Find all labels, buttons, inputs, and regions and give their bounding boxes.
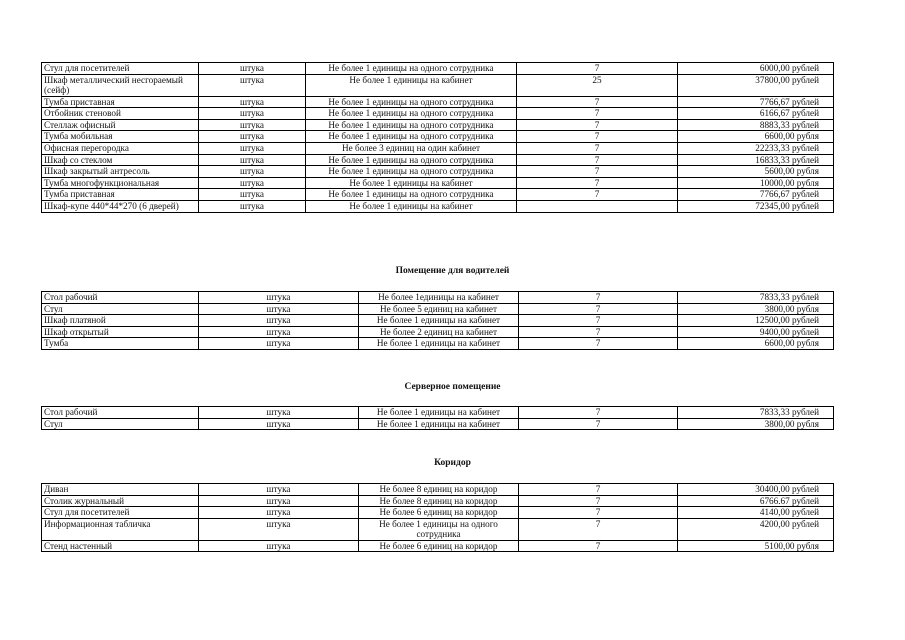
price: 5100,00 рубля — [678, 540, 834, 552]
norm: Не более 1 единицы на кабинет — [306, 177, 517, 189]
price: 22233,33 рублей — [678, 143, 834, 155]
unit: штука — [199, 177, 306, 189]
item-name: Стенд настенный — [42, 540, 199, 552]
norm: Не более 1 единицы на одного сотрудника — [359, 518, 519, 540]
table-row — [42, 484, 834, 496]
table-row — [42, 315, 834, 327]
norm: Не более 1 единицы на одного сотрудника — [306, 63, 517, 75]
service-life: 7 — [519, 292, 678, 304]
table-body — [42, 484, 834, 552]
table-row — [42, 326, 834, 338]
table-row — [42, 177, 834, 189]
unit: штука — [199, 200, 306, 212]
table-body — [42, 292, 834, 350]
item-name: Тумба — [42, 338, 199, 350]
table-row — [42, 166, 834, 178]
norm: Не более 6 единиц на коридор — [359, 507, 519, 519]
furniture-table-main — [41, 62, 834, 213]
price: 72345,00 рублей — [678, 200, 834, 212]
unit: штука — [199, 154, 306, 166]
service-life: 7 — [517, 63, 678, 75]
unit: штука — [199, 292, 359, 304]
service-life: 7 — [519, 518, 678, 540]
unit: штука — [199, 418, 359, 430]
price: 6000,00 рублей — [678, 63, 834, 75]
item-name: Диван — [42, 484, 199, 496]
price: 7833,33 рублей — [678, 292, 834, 304]
table-row — [42, 407, 834, 419]
unit: штука — [199, 407, 359, 419]
norm: Не более 1 единицы на кабинет — [359, 338, 519, 350]
item-name: Стул — [42, 303, 199, 315]
service-life: 7 — [519, 303, 678, 315]
item-name: Тумба приставная — [42, 189, 199, 201]
item-name: Стул для посетителей — [42, 63, 199, 75]
norm: Не более 1 единицы на кабинет — [306, 200, 517, 212]
unit: штука — [199, 518, 359, 540]
item-name: Шкаф закрытый антресоль — [42, 166, 199, 178]
table-row — [42, 200, 834, 212]
price: 6600,00 рубля — [678, 131, 834, 143]
norm: Не более 1единицы на кабинет — [359, 292, 519, 304]
unit: штука — [199, 166, 306, 178]
price: 5600,00 рубля — [678, 166, 834, 178]
price: 6166,67 рублей — [678, 108, 834, 120]
price: 30400,00 рублей — [678, 484, 834, 496]
item-name: Стул для посетителей — [42, 507, 199, 519]
unit: штука — [199, 507, 359, 519]
price: 3800,00 рубля — [678, 303, 834, 315]
service-life: 7 — [519, 407, 678, 419]
norm: Не более 6 единиц на коридор — [359, 540, 519, 552]
table-row — [42, 96, 834, 108]
table-row — [42, 303, 834, 315]
service-life: 7 — [517, 119, 678, 131]
unit: штука — [199, 484, 359, 496]
service-life: 7 — [519, 540, 678, 552]
price: 9400,00 рублей — [678, 326, 834, 338]
norm: Не более 1 единицы на кабинет — [359, 315, 519, 327]
item-name: Стул — [42, 418, 199, 430]
price: 10000,00 рубля — [678, 177, 834, 189]
item-name: Стол рабочий — [42, 407, 199, 419]
norm: Не более 5 единиц на кабинет — [359, 303, 519, 315]
unit: штука — [199, 303, 359, 315]
service-life: 7 — [519, 484, 678, 496]
unit: штука — [199, 131, 306, 143]
norm: Не более 1 единицы на одного сотрудника — [306, 96, 517, 108]
table-row — [42, 108, 834, 120]
furniture-table-corridor — [41, 483, 834, 552]
price: 16833,33 рублей — [678, 154, 834, 166]
service-life — [517, 200, 678, 212]
norm: Не более 1 единицы на одного сотрудника — [306, 154, 517, 166]
service-life: 7 — [519, 495, 678, 507]
unit: штука — [199, 338, 359, 350]
service-life: 7 — [517, 166, 678, 178]
item-name: Шкаф платяной — [42, 315, 199, 327]
price: 6600,00 рубля — [678, 338, 834, 350]
service-life: 7 — [517, 143, 678, 155]
item-name: Офисная перегородка — [42, 143, 199, 155]
norm: Не более 1 единицы на кабинет — [359, 418, 519, 430]
unit: штука — [199, 189, 306, 201]
table-row — [42, 495, 834, 507]
norm: Не более 1 единицы на одного сотрудника — [306, 131, 517, 143]
table-row — [42, 189, 834, 201]
section-heading-drivers: Помещение для водителей — [395, 266, 510, 276]
table-row — [42, 292, 834, 304]
service-life: 25 — [517, 74, 678, 96]
norm: Не более 1 единицы на одного сотрудника — [306, 108, 517, 120]
norm: Не более 1 единицы на одного сотрудника — [306, 189, 517, 201]
price: 7833,33 рублей — [678, 407, 834, 419]
item-name: Шкаф со стеклом — [42, 154, 199, 166]
table-row — [42, 143, 834, 155]
norm: Не более 3 единиц на один кабинет — [306, 143, 517, 155]
service-life: 7 — [517, 96, 678, 108]
price: 4200,00 рублей — [678, 518, 834, 540]
norm: Не более 8 единиц на коридор — [359, 484, 519, 496]
service-life: 7 — [519, 338, 678, 350]
price: 37800,00 рублей — [678, 74, 834, 96]
item-name: Стол рабочий — [42, 292, 199, 304]
table-row — [42, 119, 834, 131]
price: 4140,00 рублей — [678, 507, 834, 519]
furniture-table-server — [41, 406, 834, 430]
norm: Не более 8 единиц на коридор — [359, 495, 519, 507]
service-life: 7 — [519, 507, 678, 519]
unit: штука — [199, 326, 359, 338]
item-name: Тумба приставная — [42, 96, 199, 108]
price: 7766,67 рублей — [678, 189, 834, 201]
item-name: Шкаф открытый — [42, 326, 199, 338]
service-life: 7 — [519, 326, 678, 338]
service-life: 7 — [519, 418, 678, 430]
price: 12500,00 рублей — [678, 315, 834, 327]
item-name: Столик журнальный — [42, 495, 199, 507]
unit: штука — [199, 495, 359, 507]
item-name: Информационная табличка — [42, 518, 199, 540]
service-life: 7 — [517, 189, 678, 201]
item-name: Шкаф металлический несгораемый (сейф) — [42, 74, 199, 96]
service-life: 7 — [519, 315, 678, 327]
unit: штука — [199, 540, 359, 552]
service-life: 7 — [517, 177, 678, 189]
table-row — [42, 74, 834, 96]
price: 8883,33 рублей — [678, 119, 834, 131]
unit: штука — [199, 315, 359, 327]
norm: Не более 1 единицы на кабинет — [359, 407, 519, 419]
service-life: 7 — [517, 131, 678, 143]
unit: штука — [199, 119, 306, 131]
norm: Не более 1 единицы на одного сотрудника — [306, 119, 517, 131]
price: 6766.67 рублей — [678, 495, 834, 507]
price: 3800,00 рубля — [678, 418, 834, 430]
norm: Не более 1 единицы на одного сотрудника — [306, 166, 517, 178]
item-name: Шкаф-купе 440*44*270 (6 дверей) — [42, 200, 199, 212]
unit: штука — [199, 63, 306, 75]
table-row — [42, 154, 834, 166]
table-row — [42, 540, 834, 552]
table-row — [42, 338, 834, 350]
section-heading-server: Серверное помещение — [404, 382, 501, 392]
item-name: Тумба многофункциональная — [42, 177, 199, 189]
section-heading-corridor: Коридор — [434, 458, 471, 468]
table-row — [42, 507, 834, 519]
service-life: 7 — [517, 154, 678, 166]
table-row — [42, 63, 834, 75]
table-body — [42, 63, 834, 213]
table-body — [42, 407, 834, 430]
item-name: Стеллаж офисный — [42, 119, 199, 131]
unit: штука — [199, 108, 306, 120]
furniture-table-drivers — [41, 291, 834, 350]
norm: Не более 1 единицы на кабинет — [306, 74, 517, 96]
item-name: Тумба мобильная — [42, 131, 199, 143]
norm: Не более 2 единиц на кабинет — [359, 326, 519, 338]
service-life: 7 — [517, 108, 678, 120]
table-row — [42, 518, 834, 540]
unit: штука — [199, 74, 306, 96]
unit: штука — [199, 143, 306, 155]
table-row — [42, 131, 834, 143]
unit: штука — [199, 96, 306, 108]
table-row — [42, 418, 834, 430]
item-name: Отбойник стеновой — [42, 108, 199, 120]
price: 7766,67 рублей — [678, 96, 834, 108]
